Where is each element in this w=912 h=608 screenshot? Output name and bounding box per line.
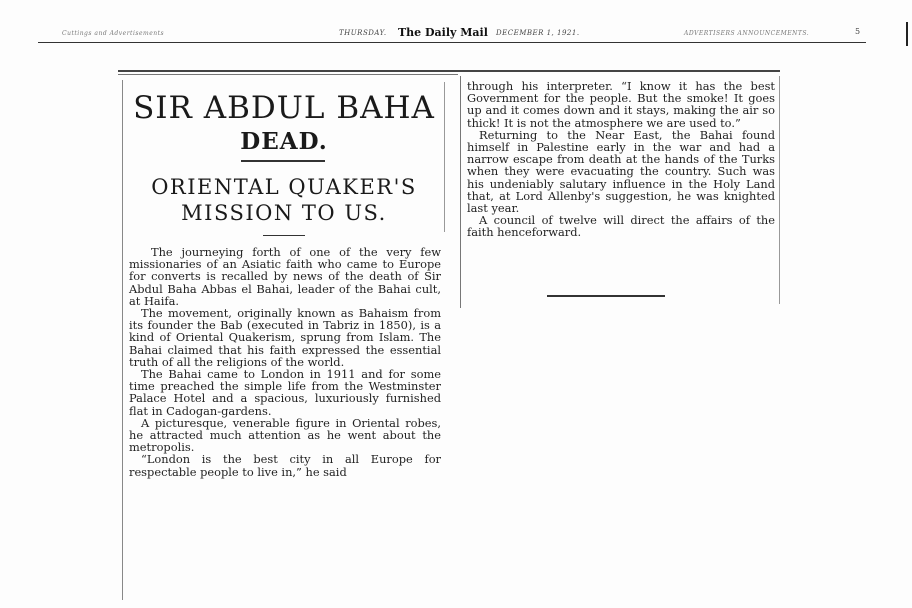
article-body-column-2 — [467, 80, 775, 239]
page-edge-mark — [906, 22, 908, 46]
subheadline: DEAD. — [240, 128, 328, 155]
headline: SIR ABDUL BAHA — [133, 90, 435, 126]
paragraph: The Bahai came to London in 1911 and for some time preached the simple life from the Westminster Palace Hotel and a spacious, luxuriously furnished flat in Cadogan-gardens. — [129, 367, 441, 418]
masthead-right-note: ADVERTISERS ANNOUNCEMENTS. — [684, 30, 810, 37]
column-2-right-rule — [779, 76, 780, 304]
paragraph: The journeying forth of one of the very few missionaries of an Asiatic faith who came to Europe for converts is recalled by news of the death of Sir Abdul Baha Abbas el Bahai, leader of the Bahai cult, at Haifa. — [129, 245, 441, 308]
deck-line-2: MISSION TO US. — [181, 201, 387, 225]
clipping-top-rule — [118, 70, 780, 72]
masthead-paper-name: The Daily Mail — [398, 26, 488, 39]
article-column-1 — [122, 80, 445, 600]
article-body-column-1 — [129, 246, 441, 478]
masthead-date: DECEMBER 1, 1921. — [496, 29, 580, 37]
deck — [123, 174, 445, 226]
masthead-day: THURSDAY. — [339, 29, 387, 37]
paragraph: through his interpreter. “I know it has the best Government for the people. But the smoke! It goes up and it comes down and it stays, making the air so thick! It is not the atmosphere we are used to.” — [467, 79, 775, 130]
headline-rule — [241, 160, 325, 162]
paragraph: The movement, originally known as Bahaism from its founder the Bab (executed in Tabriz in 1850), is a kind of Oriental Quakerism, sprung from Islam. The Bahai claimed that his faith expressed the essential truth of all the religions of the world. — [129, 306, 441, 369]
paragraph: “London is the best city in all Europe for respectable people to live in,” he said — [129, 452, 441, 479]
article-end-rule — [547, 295, 665, 297]
article-column-2 — [460, 76, 781, 308]
deck-line-1: ORIENTAL QUAKER'S — [151, 175, 417, 199]
paragraph: A council of twelve will direct the affairs of the faith henceforward. — [467, 213, 775, 240]
masthead — [38, 26, 866, 43]
deck-rule — [263, 235, 305, 236]
clipping-top-rule-thin — [118, 74, 458, 75]
page-number: 5 — [855, 27, 861, 36]
column-1-right-rule — [444, 82, 445, 232]
paragraph: A picturesque, venerable figure in Oriental robes, he attracted much attention as he went about the metropolis. — [129, 415, 441, 455]
masthead-left-note: Cuttings and Advertisements — [62, 30, 165, 37]
paragraph: Returning to the Near East, the Bahai found himself in Palestine early in the war and had a narrow escape from death at the hands of the Turks when they were evacuating the country. Such was his undeniably salutary influence in the Holy Land that, at Lord Allenby's suggestion, he was knighted last year. — [467, 127, 775, 216]
